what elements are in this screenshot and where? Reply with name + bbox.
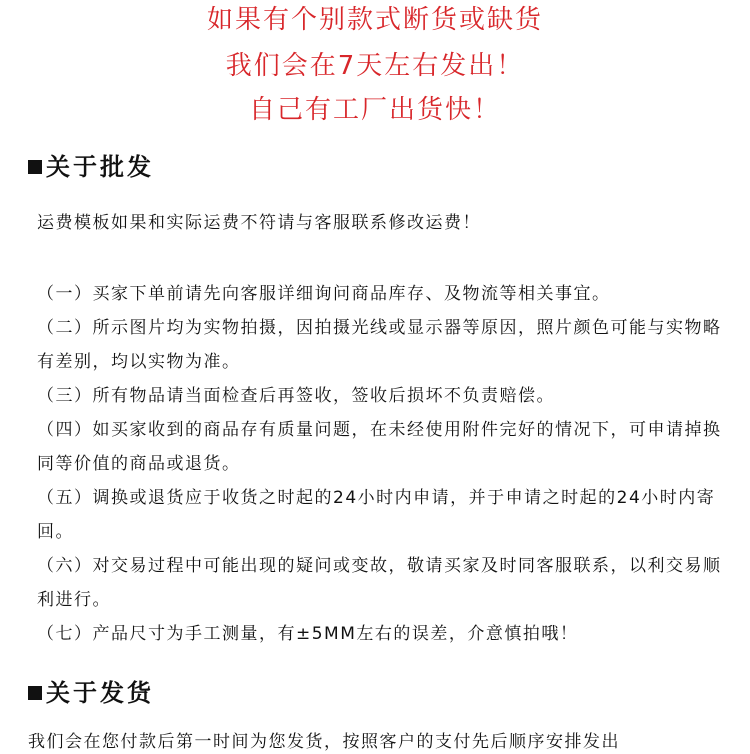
freight-note: 运费模板如果和实际运费不符请与客服联系修改运费！ bbox=[37, 213, 481, 233]
notice-line-dispatch-time: 我们会在7天左右发出！ bbox=[225, 51, 525, 81]
policy-item-1: （一）买家下单前请先向客服详细询问商品库存、及物流等相关事宜。 bbox=[37, 284, 611, 304]
wholesale-section-title bbox=[28, 152, 154, 182]
shipping-first-line: 我们会在您付款后第一时间为您发货，按照客户的支付先后顺序安排发出 bbox=[28, 732, 620, 752]
square-bullet-icon bbox=[28, 160, 42, 174]
policy-item-7: （七）产品尺寸为手工测量，有±5MM左右的误差，介意慎拍哦！ bbox=[37, 624, 579, 644]
shipping-title-text: 关于发货 bbox=[46, 679, 154, 707]
policy-item-3: （三）所有物品请当面检查后再签收，签收后损坏不负责赔偿。 bbox=[37, 386, 555, 406]
policy-item-6: （六）对交易过程中可能出现的疑问或变故，敬请买家及时同客服联系，以利交易顺利进行。 bbox=[37, 556, 722, 610]
shipping-section-title bbox=[28, 678, 154, 708]
policy-item-2: （二）所示图片均为实物拍摄，因拍摄光线或显示器等原因，照片颜色可能与实物略有差别，均以实物为准。 bbox=[37, 318, 722, 372]
notice-line-own-factory: 自己有工厂出货快！ bbox=[248, 95, 501, 125]
notice-line-restock: 如果有个别款式断货或缺货 bbox=[206, 5, 543, 35]
policy-item-5: （五）调换或退货应于收货之时起的24小时内申请，并于申请之时起的24小时内寄回。 bbox=[37, 488, 716, 542]
square-bullet-icon bbox=[28, 686, 42, 700]
policy-item-4: （四）如买家收到的商品存有质量问题，在未经使用附件完好的情况下，可申请掉换同等价值的商品或退货。 bbox=[37, 420, 722, 474]
wholesale-title-text: 关于批发 bbox=[46, 153, 154, 181]
